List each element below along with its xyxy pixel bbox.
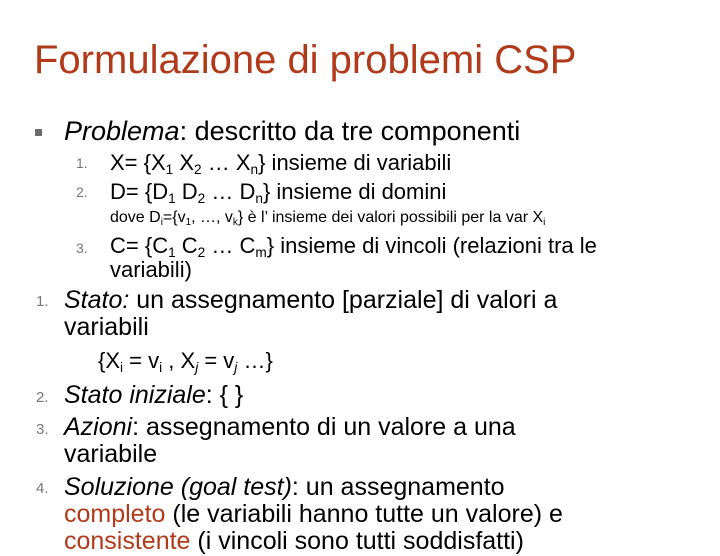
problema-line: [64, 116, 520, 147]
list-number: 2.: [36, 389, 49, 406]
list-number: 3.: [36, 421, 49, 438]
bullet-square-icon: [35, 129, 42, 136]
component-constraints-cont: variabili): [110, 257, 192, 282]
list-number: 3.: [76, 240, 88, 256]
soluzione-line-cont2: consistente (i vincoli sono tutti soddisfatti): [64, 527, 524, 555]
azioni-line: Azioni: assegnamento di un valore a una: [64, 413, 516, 441]
soluzione-line: Soluzione (goal test): un assegnamento: [64, 473, 505, 501]
problema-term: Problema: [64, 116, 180, 146]
slide-title: Formulazione di problemi CSP: [34, 38, 577, 82]
component-domains: $D= \{D_1$ $D_2$ … $D_n$} insieme di domini: [110, 179, 447, 206]
domain-note: dove $D_i=\{v_1$, …, $v_k$} è l’ insieme dei valori possibili per la var $X_i$: [110, 209, 546, 228]
state-formula: {$X_i = v_i$ , $X_j = v_j$ …}: [98, 348, 273, 375]
soluzione-line-cont: completo (le variabili hanno tutte un valore) e: [64, 500, 563, 528]
problema-text: : descritto da tre componenti: [179, 116, 521, 146]
stato-line-cont: variabili: [64, 313, 149, 341]
list-number: 4.: [36, 480, 49, 497]
stato-line: Stato: un assegnamento [parziale] di valori a: [64, 286, 558, 314]
list-number: 1.: [76, 155, 88, 171]
list-number: 1.: [36, 293, 49, 310]
stato-iniziale-line: Stato iniziale: { }: [64, 381, 244, 409]
list-number: 2.: [76, 184, 88, 200]
azioni-line-cont: variabile: [64, 440, 158, 468]
component-variables: $X= \{X_1$ $X_2$ … $X_n$} insieme di variabili: [110, 150, 452, 177]
component-constraints: $C= \{C_1$ $C_2$ … $C_m$} insieme di vincoli (relazioni tra le: [110, 233, 597, 260]
